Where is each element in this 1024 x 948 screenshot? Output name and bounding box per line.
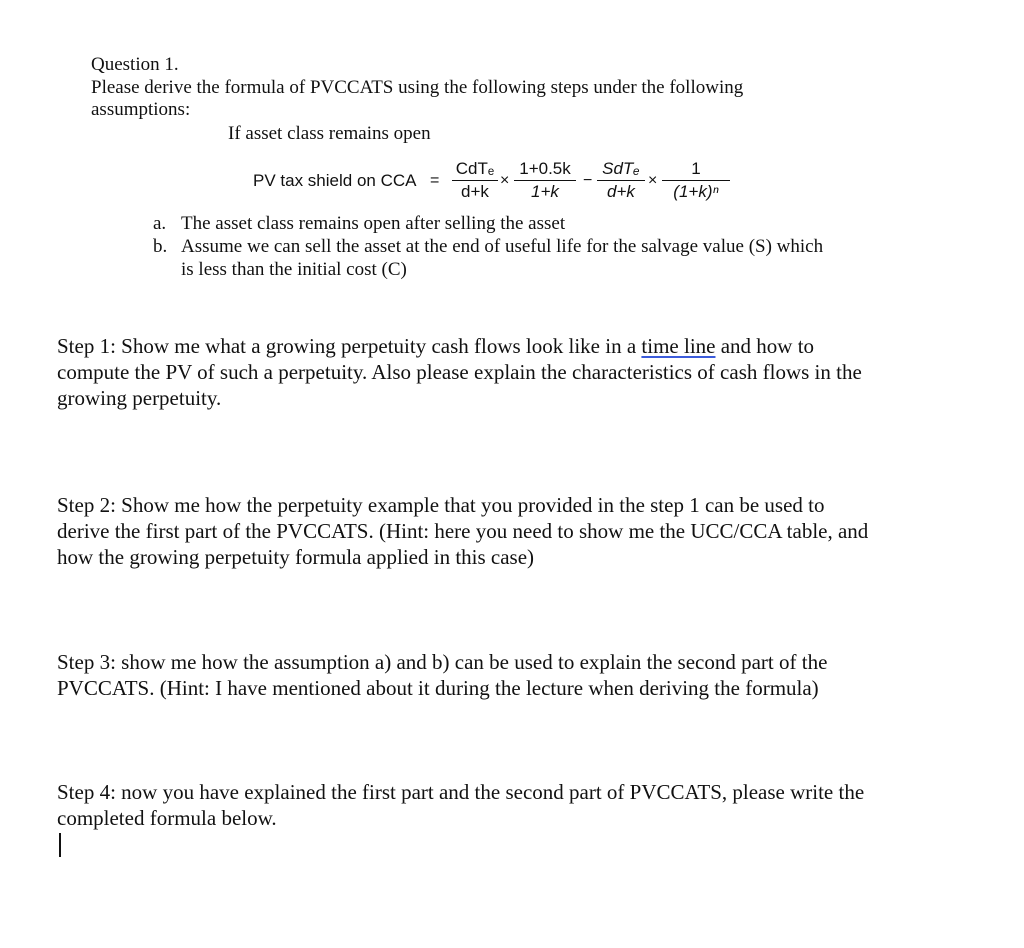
- term2-denominator: 1+k: [531, 182, 559, 201]
- step1-line1-pre: Step 1: Show me what a growing perpetuity cash flows look like in a: [57, 334, 642, 358]
- assumption-b-text-line1: Assume we can sell the asset at the end of useful life for the salvage value (S) which: [181, 236, 824, 257]
- term1-denominator: d+k: [461, 182, 489, 201]
- condition-text: If asset class remains open: [228, 123, 431, 144]
- step2-line2: derive the first part of the PVCCATS. (Hint: here you need to show me the UCC/CCA table, and: [57, 519, 869, 543]
- step4-line1: Step 4: now you have explained the first part and the second part of PVCCATS, please write the: [57, 780, 865, 804]
- times-sign-2: ×: [648, 172, 658, 189]
- step1-line3: growing perpetuity.: [57, 386, 222, 410]
- fraction-sdtc-over-dk: [597, 159, 645, 202]
- step2-line1: Step 2: Show me how the perpetuity example that you provided in the step 1 can be used to: [57, 493, 825, 517]
- fraction-cdtc-over-dk: [452, 159, 498, 202]
- formula-equals: =: [430, 172, 440, 189]
- step1-line1: [57, 333, 814, 359]
- step3-line1: Step 3: show me how the assumption a) and b) can be used to explain the second part of the: [57, 650, 828, 674]
- time-line-link[interactable]: time line: [641, 334, 716, 358]
- term2-numerator: 1+0.5k: [519, 159, 571, 178]
- text-cursor[interactable]: [59, 833, 61, 857]
- term1-numerator: CdTₑ: [455, 159, 495, 178]
- assumption-b-marker: b.: [153, 236, 168, 257]
- step4-line2: completed formula below.: [57, 806, 277, 830]
- term3-numerator: SdTₑ: [602, 159, 640, 178]
- term4-numerator: 1: [691, 159, 701, 178]
- step3-line2: PVCCATS. (Hint: I have mentioned about it during the lecture when deriving the formula): [57, 676, 819, 700]
- assumption-b-text-line2: is less than the initial cost (C): [181, 259, 407, 280]
- fraction-discount-factor: [662, 159, 730, 202]
- formula-label: PV tax shield on CCA: [253, 171, 417, 190]
- step1-line2: compute the PV of such a perpetuity. Also please explain the characteristics of cash flows in the: [57, 360, 862, 384]
- times-sign-1: ×: [500, 172, 510, 189]
- assumption-a-text: The asset class remains open after selling the asset: [181, 213, 566, 234]
- term4-denominator: (1+k)ⁿ: [673, 182, 719, 201]
- step2-line3: how the growing perpetuity formula applied in this case): [57, 545, 535, 569]
- step1-line1-post: and how to: [715, 334, 815, 358]
- term3-denominator: d+k: [607, 182, 635, 201]
- assumption-a-marker: a.: [153, 213, 167, 234]
- question-title: Question 1.: [91, 54, 179, 75]
- minus-sign: −: [583, 172, 593, 189]
- fraction-half-year-rule: [514, 159, 576, 202]
- question-intro-line2: assumptions:: [91, 99, 191, 120]
- question-intro-line1: Please derive the formula of PVCCATS using the following steps under the following: [91, 77, 744, 98]
